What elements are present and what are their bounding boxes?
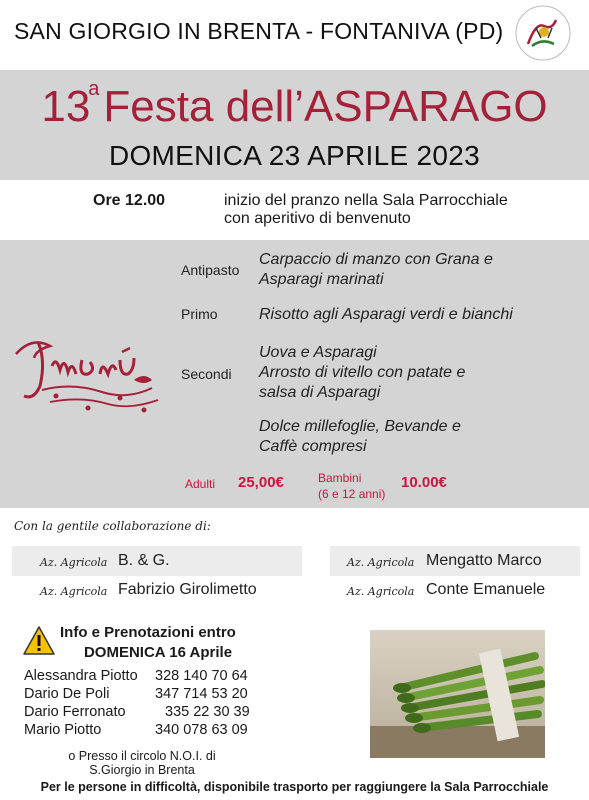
menu-logo	[12, 330, 162, 420]
start-description	[224, 192, 564, 228]
farm-prefix: Az. Agricola	[40, 585, 108, 598]
dish-line: Carpaccio di manzo con Grana e	[259, 251, 493, 268]
course-dish-antipasto	[259, 250, 559, 290]
farm-prefix: Az. Agricola	[40, 556, 108, 569]
event-title	[0, 78, 589, 132]
farm-name: Fabrizio Girolimetto	[118, 581, 257, 598]
farm-name: Conte Emanuele	[426, 581, 546, 598]
children-price: 10.00€	[401, 474, 447, 491]
start-time: Ore 12.00	[93, 192, 166, 209]
start-description-line: con aperitivo di benvenuto	[224, 210, 411, 227]
warning-icon	[22, 625, 56, 657]
info-deadline: DOMENICA 16 Aprile	[83, 644, 233, 661]
info-title: Info e Prenotazioni entro	[60, 624, 236, 641]
contact-phone: 335 22 30 39	[165, 704, 250, 720]
presso-note	[52, 749, 232, 777]
adults-price: 25,00€	[238, 474, 284, 491]
dish-line: salsa di Asparagi	[259, 384, 381, 401]
course-dish-primo	[259, 305, 559, 325]
adults-label: Adulti	[185, 477, 216, 491]
event-name: Festa dell’ASPARAGO	[103, 82, 548, 131]
contact-name: Mario Piotto	[24, 722, 102, 738]
contact-phone: 328 140 70 64	[155, 668, 248, 684]
contact-phone: 347 714 53 20	[155, 686, 248, 702]
title-banner	[0, 70, 589, 180]
course-label-primo: Primo	[181, 306, 218, 322]
edition-number: 13	[41, 82, 91, 131]
transport-note: Per le persone in difficoltà, disponibile trasporto per raggiungere la Sala Parrocchiale	[40, 780, 549, 794]
dish-line: Dolce millefoglie, Bevande e	[259, 418, 461, 435]
group-logo	[514, 4, 572, 62]
course-label-antipasto: Antipasto	[181, 262, 240, 278]
children-label: Bambini	[318, 471, 362, 485]
contact-name: Dario Ferronato	[24, 704, 126, 720]
edition-suffix: a	[88, 78, 100, 100]
course-dish-secondi	[259, 343, 559, 403]
farm-prefix: Az. Agricola	[347, 585, 415, 598]
children-note: (6 e 12 anni)	[318, 487, 386, 501]
presso-line: S.Giorgio in Brenta	[89, 763, 195, 777]
dish-line: Arrosto di vitello con patate e	[259, 364, 466, 381]
course-dish-dessert	[259, 417, 559, 457]
contact-name: Alessandra Piotto	[24, 668, 138, 684]
asparagus-photo	[370, 630, 545, 758]
dish-line: Caffè compresi	[259, 438, 367, 455]
event-date: DOMENICA 23 APRILE 2023	[108, 140, 481, 171]
contact-name: Dario De Poli	[24, 686, 110, 702]
dish-line: Uova e Asparagi	[259, 344, 377, 361]
contact-phone: 340 078 63 09	[155, 722, 248, 738]
dish-line: Risotto agli Asparagi verdi e bianchi	[259, 306, 513, 323]
course-label-secondi: Secondi	[181, 366, 232, 382]
farm-name: B. & G.	[118, 552, 170, 569]
dish-line: Asparagi marinati	[259, 271, 384, 288]
presso-line: o Presso il circolo N.O.I. di	[68, 749, 216, 763]
collaboration-title: Con la gentile collaborazione di:	[14, 519, 211, 533]
start-description-line: inizio del pranzo nella Sala Parrocchiale	[224, 192, 508, 209]
farm-name: Mengatto Marco	[426, 552, 542, 569]
header-title: SAN GIORGIO IN BRENTA - FONTANIVA (PD)	[14, 18, 504, 44]
farm-prefix: Az. Agricola	[347, 556, 415, 569]
